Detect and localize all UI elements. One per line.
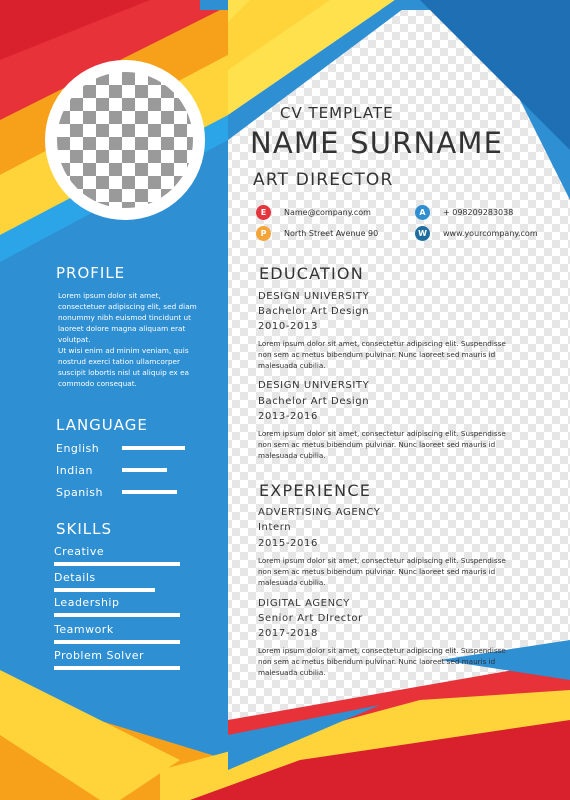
profile-paragraph-2: Ut wisi enim ad minim veniam, quis nostrud exerci tation ullamcorper suscipit lobortis nisl ut aliquip ex ea commodo consequat. bbox=[58, 346, 190, 388]
experience-company: DIGITAL AGENCY bbox=[258, 598, 350, 609]
phone-text: + 098209283038 bbox=[443, 207, 514, 217]
skill-level-bar bbox=[54, 666, 180, 670]
profile-paragraph-1: Lorem ipsum dolor sit amet, consectetuer adipiscing elit, sed diam nonummy nibh euismod tincidunt ut laoreet dolore magna aliquam erat volutpat. bbox=[58, 291, 197, 344]
language-name: Spanish bbox=[56, 485, 103, 499]
language-item bbox=[56, 441, 185, 455]
job-title: ART DIRECTOR bbox=[253, 170, 394, 190]
skill-level-bar bbox=[54, 613, 180, 617]
full-name: NAME SURNAME bbox=[250, 126, 504, 160]
email-icon: E bbox=[256, 205, 271, 220]
website-text: www.yourcompany.com bbox=[443, 228, 538, 238]
skill-name: Details bbox=[54, 571, 96, 584]
address-text: North Street Avenue 90 bbox=[284, 228, 379, 238]
education-years: 2013-2016 bbox=[258, 411, 318, 422]
experience-role: Senior Art DIrector bbox=[258, 613, 363, 624]
profile-photo-placeholder bbox=[45, 60, 205, 220]
language-level-bar bbox=[122, 446, 185, 450]
experience-years: 2015-2016 bbox=[258, 538, 318, 549]
language-heading: LANGUAGE bbox=[56, 416, 148, 434]
language-item bbox=[56, 485, 177, 499]
skill-name: Problem Solver bbox=[54, 649, 145, 662]
skills-heading: SKILLS bbox=[56, 520, 113, 538]
education-institution: DESIGN UNIVERSITY bbox=[258, 291, 370, 302]
contact-email bbox=[256, 204, 371, 220]
location-icon: P bbox=[256, 226, 271, 241]
contact-website bbox=[415, 225, 538, 241]
skill-name: Leadership bbox=[54, 596, 120, 609]
web-icon: W bbox=[415, 226, 430, 241]
education-years: 2010-2013 bbox=[258, 321, 318, 332]
education-degree: Bachelor Art Design bbox=[258, 306, 370, 317]
education-heading: EDUCATION bbox=[259, 264, 364, 283]
experience-description: Lorem ipsum dolor sit amet, consectetur adipiscing elit. Suspendisse non sem ac metus bibendum pulvinar. Nunc laoreet sed mauris id malesuada cubilia. bbox=[258, 556, 506, 587]
contact-phone bbox=[415, 204, 513, 220]
contact-address bbox=[256, 225, 378, 241]
education-description: Lorem ipsum dolor sit amet, consectetur adipiscing elit. Suspendisse non sem ac metus bibendum pulvinar. Nunc laoreet sed mauris id malesuada cubilia. bbox=[258, 429, 506, 460]
experience-company: ADVERTISING AGENCY bbox=[258, 507, 381, 518]
skill-level-bar bbox=[54, 562, 180, 566]
email-text: Name@company.com bbox=[284, 207, 371, 217]
experience-role: Intern bbox=[258, 522, 292, 533]
language-name: Indian bbox=[56, 463, 93, 477]
language-name: English bbox=[56, 441, 100, 455]
skill-level-bar bbox=[54, 640, 180, 644]
phone-icon: A bbox=[415, 205, 430, 220]
skill-name: Creative bbox=[54, 545, 105, 558]
language-item bbox=[56, 463, 167, 477]
education-description: Lorem ipsum dolor sit amet, consectetur adipiscing elit. Suspendisse non sem ac metus bibendum pulvinar. Nunc laoreet sed mauris id malesuada cubilia. bbox=[258, 339, 506, 370]
education-degree: Bachelor Art Design bbox=[258, 396, 370, 407]
experience-years: 2017-2018 bbox=[258, 628, 318, 639]
profile-heading: PROFILE bbox=[56, 264, 126, 282]
experience-description: Lorem ipsum dolor sit amet, consectetur adipiscing elit. Suspendisse non sem ac metus bibendum pulvinar. Nunc laoreet sed mauris id malesuada cubilia. bbox=[258, 646, 506, 677]
experience-heading: EXPERIENCE bbox=[259, 481, 372, 500]
language-level-bar bbox=[122, 468, 167, 472]
skill-level-bar bbox=[54, 588, 155, 592]
skill-name: Teamwork bbox=[54, 623, 114, 636]
cv-template-label: CV TEMPLATE bbox=[280, 104, 394, 122]
language-level-bar bbox=[122, 490, 177, 494]
education-institution: DESIGN UNIVERSITY bbox=[258, 380, 370, 391]
